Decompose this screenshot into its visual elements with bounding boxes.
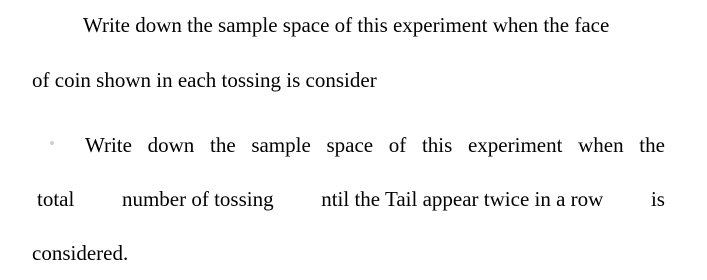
paragraph-2-line-3: considered.	[32, 241, 129, 265]
word: the	[209, 133, 236, 157]
word: when	[578, 133, 624, 157]
text-fragment: total	[37, 187, 75, 211]
paragraph-2-line-1	[85, 133, 665, 157]
word: down	[147, 133, 195, 157]
text-fragment: ntil the Tail appear twice in a row	[321, 187, 604, 211]
paragraph-1-line-1: Write down the sample space of this experiment when the face	[83, 13, 610, 37]
paragraph-2-line-2	[37, 187, 665, 211]
text-fragment: number of tossing	[121, 187, 274, 211]
word: Write	[85, 133, 132, 157]
word: space	[326, 133, 374, 157]
word: this	[421, 133, 453, 157]
word: of	[388, 133, 407, 157]
text-fragment: is	[650, 187, 665, 211]
scan-artifact-mark	[50, 141, 54, 145]
paragraph-1-line-2: of coin shown in each tossing is consider	[32, 68, 377, 92]
word: sample	[251, 133, 311, 157]
word: the	[639, 133, 665, 157]
word: experiment	[467, 133, 563, 157]
